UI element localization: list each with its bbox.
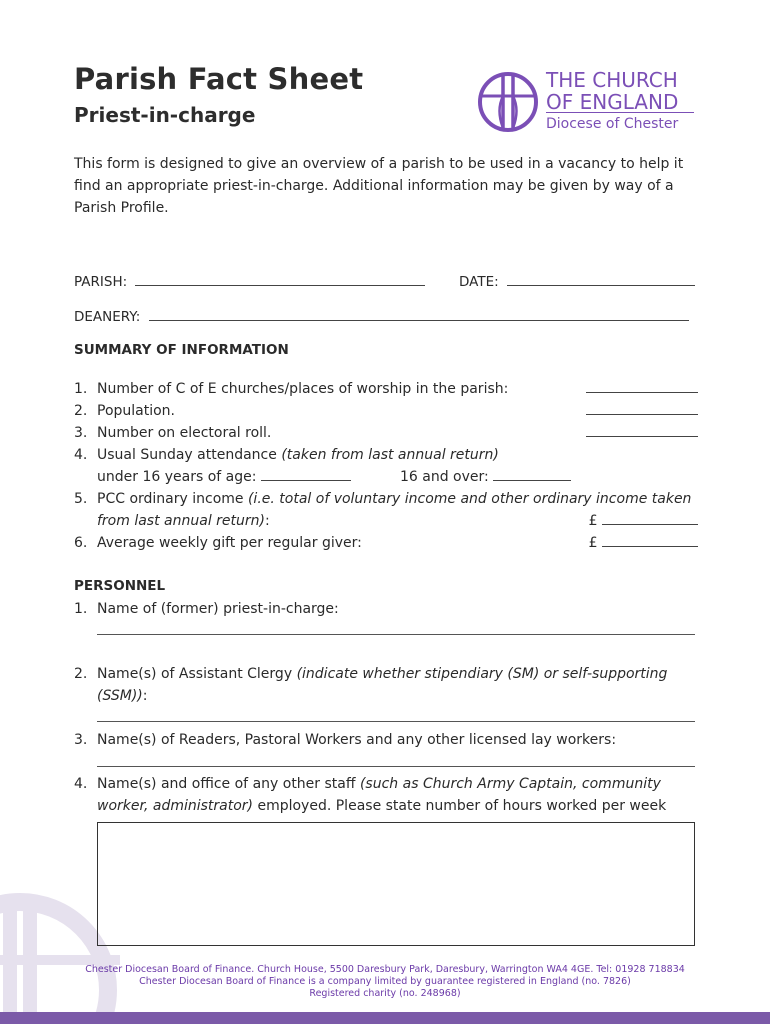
date-field	[459, 271, 695, 290]
parish-label: PARISH:	[74, 274, 128, 290]
deanery-label: DEANERY:	[74, 309, 141, 325]
page-title: Parish Fact Sheet	[74, 62, 364, 96]
summary-item: 2. Population.	[74, 400, 698, 422]
over16-input-line[interactable]	[493, 466, 571, 481]
date-label: DATE:	[459, 274, 499, 290]
population-input-line[interactable]	[586, 400, 698, 415]
church-of-england-logo-icon	[476, 70, 540, 134]
footer-bar	[0, 1012, 770, 1024]
personnel-item-cont: (SSM)):	[97, 688, 148, 704]
summary-item: 3. Number on electoral roll.	[74, 422, 698, 444]
page-subtitle: Priest-in-charge	[74, 103, 256, 127]
logo-divider	[546, 112, 694, 113]
summary-item: 4. Usual Sunday attendance (taken from last annual return)	[74, 447, 499, 463]
pcc-income-row: from last annual return): £	[74, 510, 698, 532]
personnel-item-cont: worker, administrator) employed. Please state number of hours worked per week	[97, 798, 667, 814]
assistant-clergy-input-line[interactable]	[97, 721, 695, 722]
logo-line-2: OF ENGLAND	[546, 90, 679, 114]
personnel-item: 4. Name(s) and office of any other staff (such as Church Army Captain, community	[74, 776, 661, 792]
summary-item: 1. Number of C of E churches/places of worship in the parish:	[74, 378, 698, 400]
personnel-heading: PERSONNEL	[74, 578, 166, 594]
summary-item: 5. PCC ordinary income (i.e. total of voluntary income and other ordinary income taken	[74, 491, 692, 507]
parish-field	[74, 271, 425, 290]
personnel-item: 1. Name of (former) priest-in-charge:	[74, 601, 339, 617]
pcc-income-input-line[interactable]	[602, 510, 698, 525]
weekly-gift-input-line[interactable]	[602, 532, 698, 547]
parish-input-line[interactable]	[135, 271, 425, 286]
personnel-item: 3. Name(s) of Readers, Pastoral Workers and any other licensed lay workers:	[74, 732, 617, 748]
other-staff-textbox[interactable]	[97, 822, 695, 946]
attendance-row: under 16 years of age: 16 and over:	[74, 466, 698, 488]
summary-item: 6. Average weekly gift per regular giver: £	[74, 532, 698, 554]
personnel-item: 2. Name(s) of Assistant Clergy (indicate whether stipendiary (SM) or self-supporting	[74, 666, 668, 682]
electoral-roll-input-line[interactable]	[586, 422, 698, 437]
intro-paragraph: This form is designed to give an overview of a parish to be used in a vacancy to help it find an appropriate priest-in-charge. Additional information may be given by way of a Parish Profile.	[74, 156, 684, 216]
logo-line-3: Diocese of Chester	[546, 116, 679, 132]
lay-workers-input-line[interactable]	[97, 766, 695, 767]
former-priest-input-line[interactable]	[97, 634, 695, 635]
footer-charity: Registered charity (no. 248968)	[309, 988, 461, 999]
footer-address: Chester Diocesan Board of Finance. Church House, 5500 Daresbury Park, Daresbury, Warrington WA4 4GE. Tel: 01928 718834	[85, 964, 685, 975]
date-input-line[interactable]	[507, 271, 695, 286]
logo-line-1: THE CHURCH	[546, 68, 678, 92]
deanery-input-line[interactable]	[149, 306, 689, 321]
under16-input-line[interactable]	[261, 466, 351, 481]
deanery-field	[74, 306, 689, 325]
footer-company: Chester Diocesan Board of Finance is a company limited by guarantee registered in England (no. 7826)	[139, 976, 631, 987]
summary-heading: SUMMARY OF INFORMATION	[74, 342, 289, 358]
churches-input-line[interactable]	[586, 378, 698, 393]
